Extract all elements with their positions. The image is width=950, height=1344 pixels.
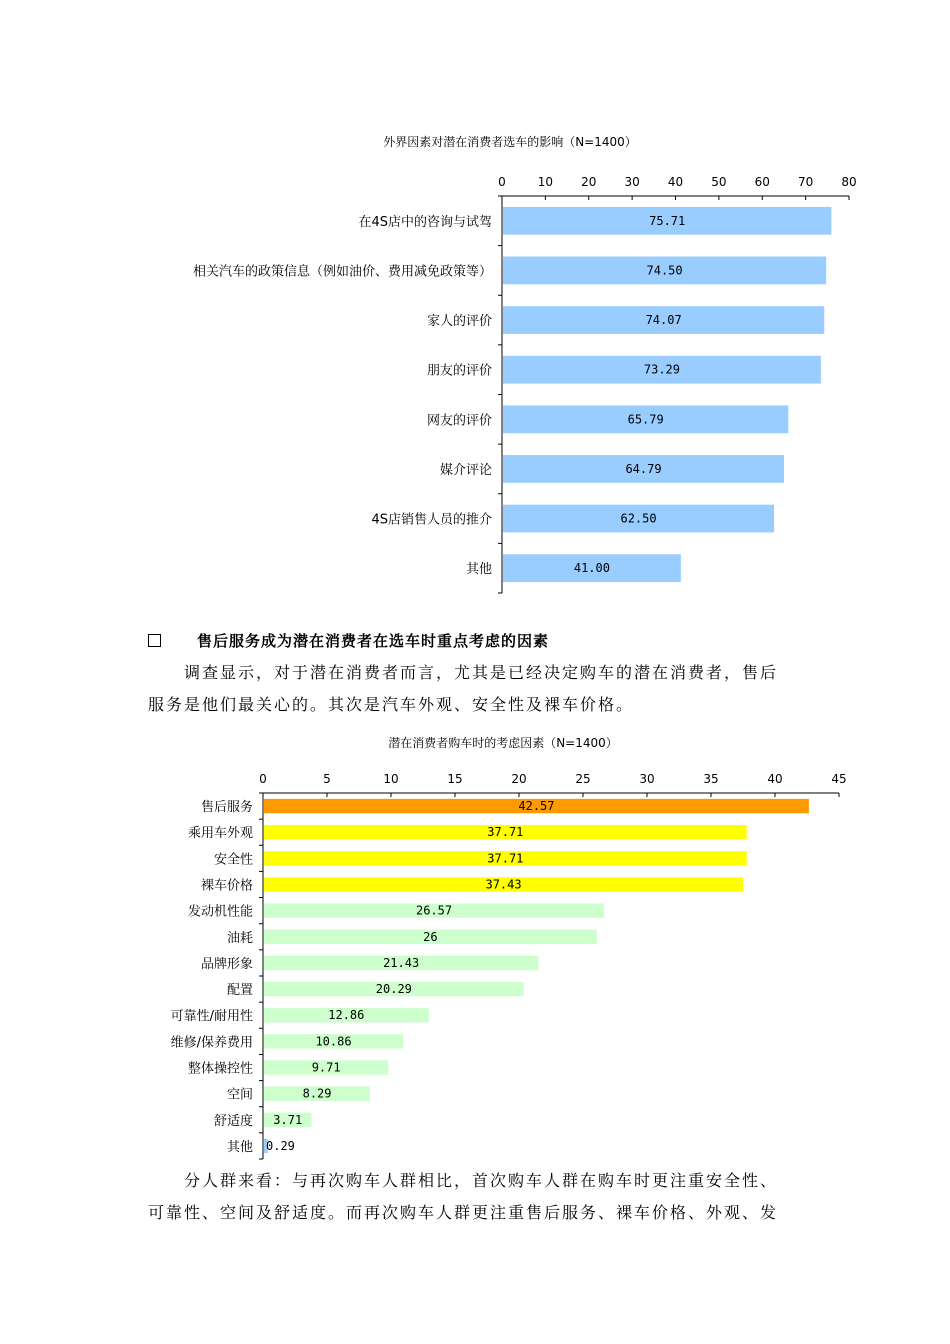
x-tick-label: 40 (767, 772, 783, 786)
category-label: 配置 (226, 983, 253, 999)
x-tick-label: 20 (581, 175, 597, 189)
data-label: 21.43 (383, 955, 420, 970)
category-label: 其他 (465, 562, 492, 578)
x-tick-label: 40 (667, 175, 684, 189)
bullet-box-icon (148, 634, 161, 647)
x-tick-label: 80 (841, 175, 857, 189)
data-label: 37.71 (487, 825, 524, 840)
data-label: 37.71 (487, 851, 524, 866)
category-label: 可靠性/耐用性 (170, 1009, 253, 1025)
x-tick-label: 30 (639, 772, 655, 786)
x-tick-label: 15 (447, 772, 463, 786)
data-label: 65.79 (627, 412, 664, 427)
x-tick-label: 70 (797, 175, 814, 189)
category-label: 媒介评论 (439, 462, 492, 478)
category-label: 朋友的评价 (426, 363, 492, 379)
data-label: 74.07 (645, 313, 682, 328)
x-tick-label: 35 (703, 772, 719, 786)
category-label: 售后服务 (200, 800, 253, 816)
category-label: 油耗 (226, 930, 253, 946)
paragraph-line: 调查显示，对于潜在消费者而言，尤其是已经决定购车的潜在消费者，售后 (184, 663, 779, 682)
paragraph-groups (148, 1165, 818, 1229)
paragraph-line: 服务是他们最关心的。其次是汽车外观、安全性及裸车价格。 (148, 695, 635, 714)
category-label: 相关汽车的政策信息（例如油价、费用减免政策等） (192, 264, 492, 280)
section-heading (148, 630, 549, 651)
data-label: 37.43 (485, 877, 522, 892)
category-label: 整体操控性 (187, 1061, 253, 1077)
chart-external-factors (0, 0, 950, 620)
data-label: 9.71 (311, 1060, 341, 1075)
section-heading-text: 售后服务成为潜在消费者在选车时重点考虑的因素 (197, 632, 550, 650)
data-label: 8.29 (302, 1086, 332, 1101)
chart-purchase-factors (0, 720, 950, 1160)
x-tick-label: 45 (831, 772, 847, 786)
data-label: 41.00 (573, 561, 610, 576)
data-label: 42.57 (518, 799, 555, 814)
data-label: 20.29 (375, 982, 412, 997)
data-label: 74.50 (646, 263, 683, 278)
x-tick-label: 0 (259, 772, 267, 786)
x-tick-label: 60 (754, 175, 770, 189)
x-tick-label: 50 (711, 175, 727, 189)
x-tick-label: 25 (575, 772, 591, 786)
category-label: 发动机性能 (187, 904, 253, 920)
paragraph-survey (148, 657, 818, 721)
category-label: 其他 (226, 1139, 253, 1155)
category-label: 家人的评价 (426, 314, 492, 330)
category-label: 网友的评价 (426, 413, 492, 429)
category-label: 安全性 (213, 852, 253, 868)
chart2-title: 潜在消费者购车时的考虑因素（N=1400） (388, 736, 618, 750)
paragraph-line: 可靠性、空间及舒适度。而再次购车人群更注重售后服务、裸车价格、外观、发 (148, 1203, 779, 1222)
category-label: 品牌形象 (200, 956, 253, 972)
x-tick-label: 10 (537, 175, 554, 189)
category-label: 在4S店中的咨询与试驾 (358, 214, 492, 230)
x-tick-label: 5 (323, 772, 331, 786)
data-label: 26.57 (415, 903, 453, 918)
data-label: 10.86 (315, 1034, 352, 1049)
x-tick-label: 0 (498, 175, 506, 189)
chart1-title: 外界因素对潜在消费者选车的影响（N=1400） (383, 135, 637, 149)
category-label: 舒适度 (213, 1113, 253, 1129)
x-tick-label: 10 (383, 772, 399, 786)
data-label: 3.71 (273, 1112, 303, 1127)
category-label: 空间 (226, 1087, 253, 1103)
data-label: 0.29 (266, 1138, 295, 1153)
data-label: 75.71 (649, 213, 686, 228)
category-label: 裸车价格 (200, 878, 253, 894)
data-label: 64.79 (625, 461, 662, 476)
data-label: 12.86 (328, 1008, 365, 1023)
data-label: 73.29 (643, 362, 681, 377)
x-tick-label: 30 (624, 175, 640, 189)
data-label: 26 (423, 929, 438, 944)
data-label: 62.50 (620, 511, 657, 526)
x-tick-label: 20 (511, 772, 527, 786)
category-label: 4S店销售人员的推介 (371, 512, 492, 528)
paragraph-line: 分人群来看：与再次购车人群相比，首次购车人群在购车时更注重安全性、 (184, 1171, 779, 1190)
category-label: 乘用车外观 (187, 826, 253, 842)
category-label: 维修/保养费用 (170, 1035, 253, 1051)
